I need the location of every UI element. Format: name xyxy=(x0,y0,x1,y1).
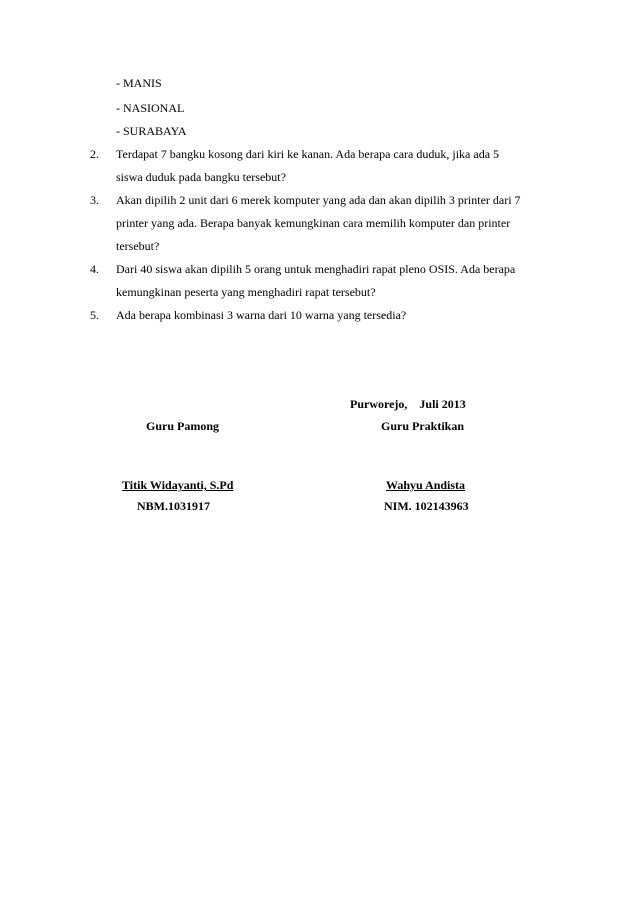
question-4-line-1: Dari 40 siswa akan dipilih 5 orang untuk menghadiri rapat pleno OSIS. Ada berapa xyxy=(116,262,516,276)
right-role: Guru Praktikan xyxy=(381,419,465,433)
sub-item-surabaya: - SURABAYA xyxy=(116,124,187,138)
place-date: Purworejo, Juli 2013 xyxy=(350,397,466,411)
question-4-number: 4. xyxy=(90,262,99,276)
question-5-line-1: Ada berapa kombinasi 3 warna dari 10 warna yang tersedia? xyxy=(116,308,407,322)
question-4-line-2: kemungkinan peserta yang menghadiri rapat tersebut? xyxy=(116,285,376,299)
question-2-number: 2. xyxy=(90,147,99,161)
question-5-number: 5. xyxy=(90,308,99,322)
sub-item-nasional: - NASIONAL xyxy=(116,101,185,115)
question-3-number: 3. xyxy=(90,193,99,207)
left-signatory-id: NBM.1031917 xyxy=(137,499,210,513)
right-signatory-name: Wahyu Andista xyxy=(386,478,466,492)
left-signatory-name: Titik Widayanti, S.Pd xyxy=(122,478,234,492)
question-3-line-2: printer yang ada. Berapa banyak kemungkinan cara memilih komputer dan printer xyxy=(116,216,511,230)
question-2-line-2: siswa duduk pada bangku tersebut? xyxy=(116,170,286,184)
question-3-line-1: Akan dipilih 2 unit dari 6 merek komputer yang ada dan akan dipilih 3 printer dari 7 xyxy=(116,193,521,207)
right-signatory-id: NIM. 102143963 xyxy=(384,499,469,513)
sub-item-manis: - MANIS xyxy=(116,76,162,90)
question-3-line-3: tersebut? xyxy=(116,239,160,253)
left-role: Guru Pamong xyxy=(146,419,220,433)
question-2-line-1: Terdapat 7 bangku kosong dari kiri ke kanan. Ada berapa cara duduk, jika ada 5 xyxy=(116,147,500,161)
